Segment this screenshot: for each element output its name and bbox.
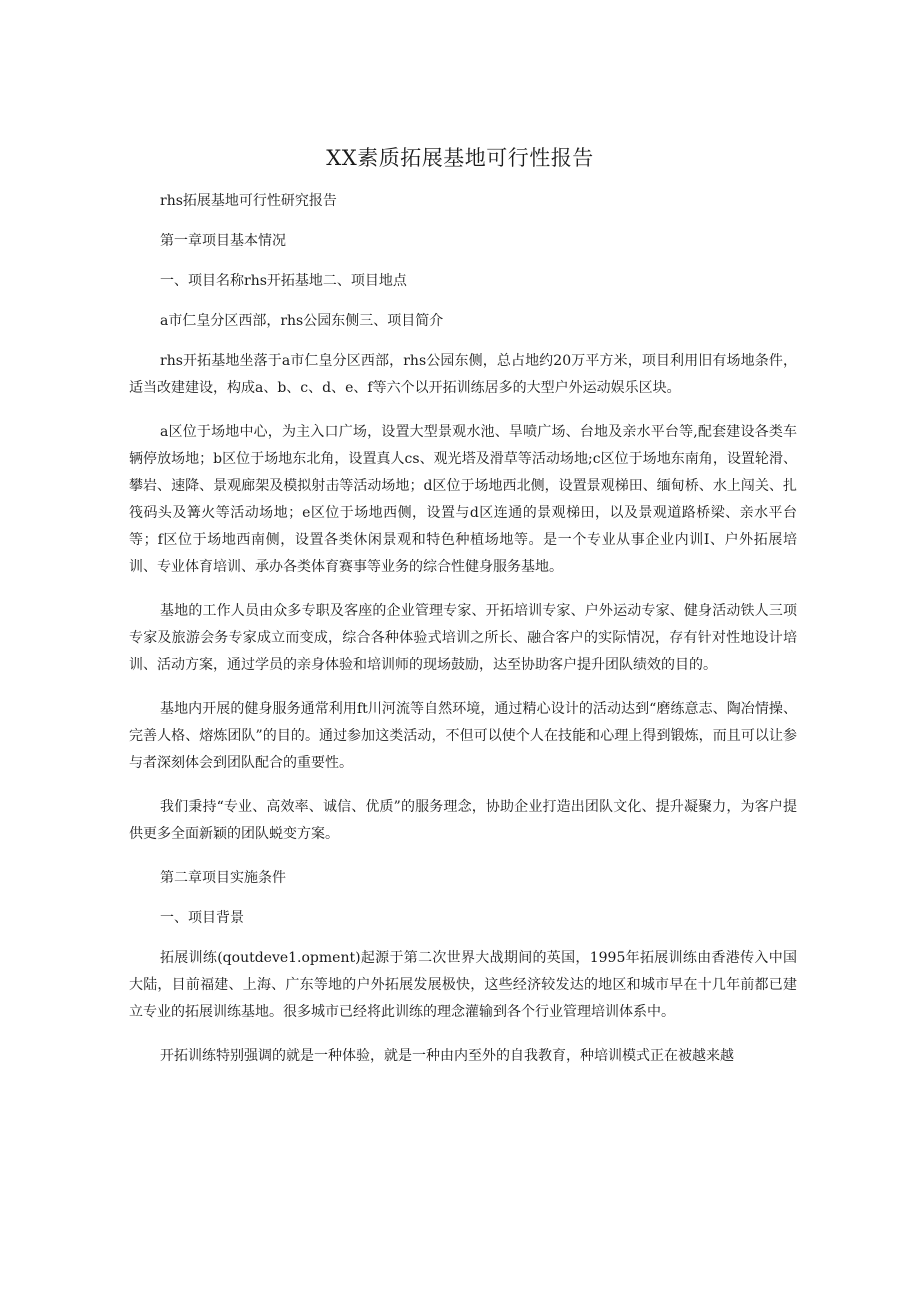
paragraph-background-heading: 一、项目背景 xyxy=(160,910,244,926)
document-title: XX素质拓展基地可行性报告 xyxy=(326,146,594,170)
paragraph-subtitle: rhs拓展基地可行性研究报告 xyxy=(160,193,337,209)
paragraph-philosophy: 我们秉持“专业、高效率、诚信、优质”的服务理念，协助企业打造出团队文化、提升凝聚力，为客户提供更多全面新颖的团队蜕变方案。 xyxy=(129,799,797,842)
paragraph-chapter-2-heading: 第二章项目实施条件 xyxy=(160,870,286,886)
paragraph-experience: 开拓训练特别强调的就是一种体验，就是一种由内至外的自我教育，种培训模式正在被越来越 xyxy=(160,1048,734,1064)
paragraph-staff: 基地的工作人员由众多专职及客座的企业管理专家、开拓培训专家、户外运动专家、健身活动铁人三项专家及旅游会务专家成立而变成，综合各种体验式培训之所长、融合客户的实际情况，存有针对性地设计培训、活动方案，通过学员的亲身体验和培训师的现场鼓励，达至协助客户提升团队绩效的目的。 xyxy=(129,603,797,673)
paragraph-project-intro: rhs开拓基地坐落于a市仁皇分区西部，rhs公园东侧，总占地约20万平方米，项目利用旧有场地条件，适当改建建设，构成a、b、c、d、e、f等六个以开拓训练居多的大型户外运动娱乐区块。 xyxy=(129,353,797,396)
paragraph-project-location: a市仁皇分区西部，rhs公园东侧三、项目简介 xyxy=(160,313,444,329)
paragraph-background: 拓展训练(qoutdeve1.opment)起源于第二次世界大战期间的英国，1995年拓展训练由香港传入中国大陆，目前福建、上海、广东等地的户外拓展发展极快，这些经济较发达的地区和城市早在十几年前都已建立专业的拓展训练基地。很多城市已经将此训练的理念灌输到各个行业管理培训体系中。 xyxy=(129,950,797,1020)
document-body xyxy=(129,188,797,1087)
paragraph-project-name: 一、项目名称rhs开拓基地二、项目地点 xyxy=(160,273,407,289)
paragraph-services: 基地内开展的健身服务通常利用ft川河流等自然环境，通过精心设计的活动达到“磨练意志、陶冶情操、完善人格、熔炼团队”的目的。通过参加这类活动，不但可以使个人在技能和心理上得到锻炼，而且可以让参与者深刻体会到团队配合的重要性。 xyxy=(129,701,797,771)
paragraph-chapter-1-heading: 第一章项目基本情况 xyxy=(160,233,286,249)
paragraph-zones: a区位于场地中心，为主入口广场，设置大型景观水池、旱喷广场、台地及亲水平台等,配套建设各类车辆停放场地；b区位于场地东北角，设置真人cs、观光塔及滑草等活动场地;c区位于场地东南角，设置轮滑、攀岩、速降、景观廊架及模拟射击等活动场地；d区位于场地西北侧，设置景观梯田、缅甸桥、水上闯关、扎筏码头及篝火等活动场地；e区位于场地西侧，设置与d区连通的景观梯田，以及景观道路桥梁、亲水平台等；f区位于场地西南侧，设置各类休闲景观和特色种植场地等。是一个专业从事企业内训I、户外拓展培训、专业体育培训、承办各类体育赛事等业务的综合性健身服务基地。 xyxy=(129,424,797,575)
